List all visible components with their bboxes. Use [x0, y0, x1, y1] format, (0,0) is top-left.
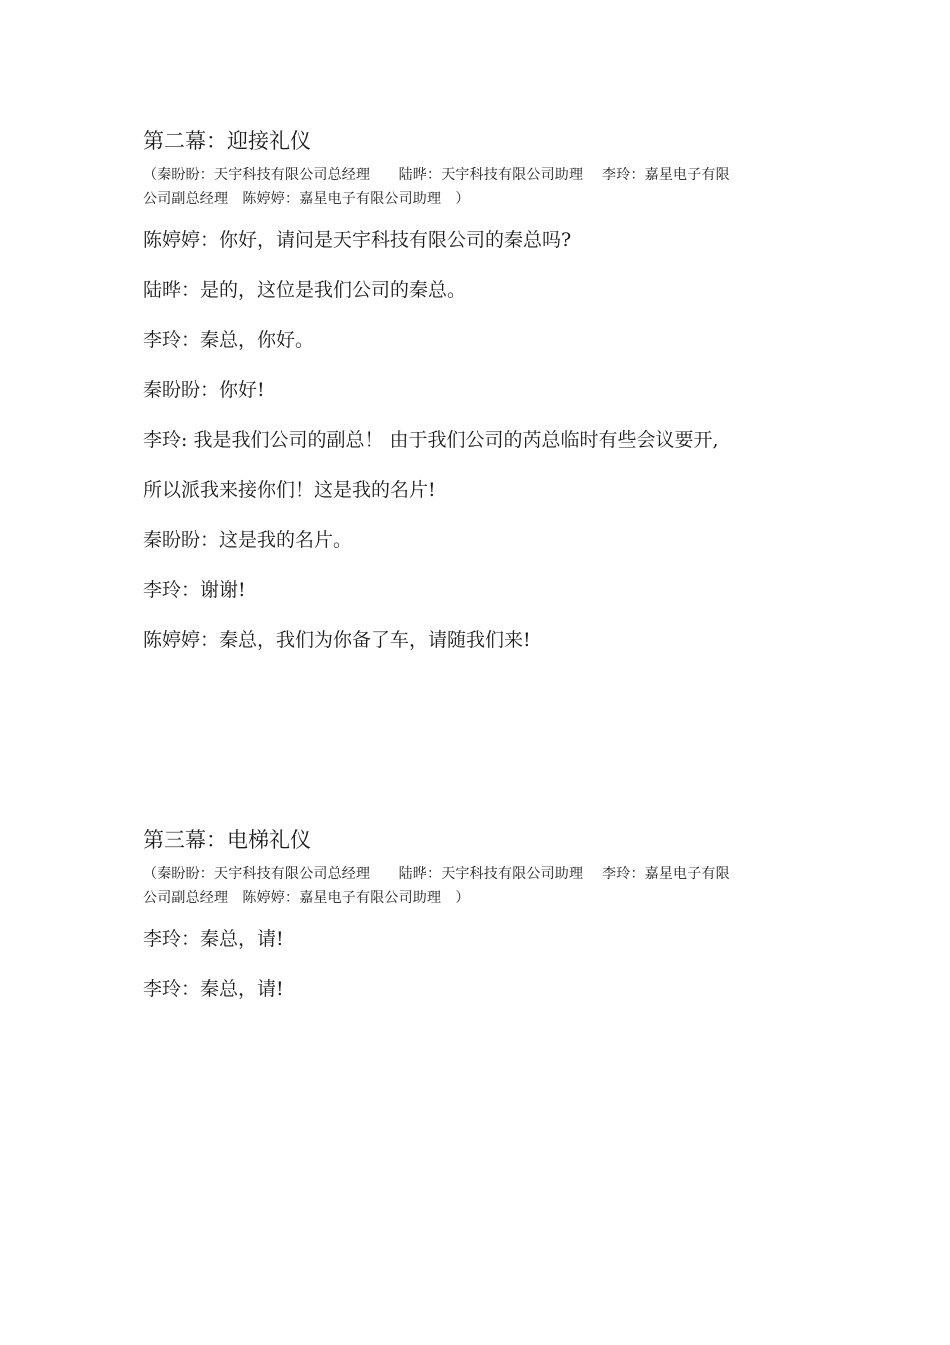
cast-line: （秦盼盼：天宇科技有限公司总经理 陆晔：天宇科技有限公司助理 李玲：嘉星电子有限 [143, 167, 730, 183]
cast-list [143, 163, 813, 211]
dialogue-line: 李玲：秦总，你好。 [143, 329, 315, 351]
dialogue [143, 914, 813, 1014]
dialogue-line: 陆晔：是的，这位是我们公司的秦总。 [143, 279, 467, 301]
scene-title: 第三幕：电梯礼仪 [143, 828, 311, 852]
scene-3 [143, 826, 813, 1014]
scene-title: 第二幕：迎接礼仪 [143, 129, 311, 153]
dialogue-line: 李玲: 我是我们公司的副总！ 由于我们公司的芮总临时有些会议要开, [143, 429, 719, 451]
cast-line: （秦盼盼：天宇科技有限公司总经理 陆晔：天宇科技有限公司助理 李玲：嘉星电子有限 [143, 866, 730, 882]
cast-list [143, 862, 813, 910]
dialogue-line: 秦盼盼：你好! [143, 379, 265, 401]
cast-line: 公司副总经理 陈婷婷：嘉星电子有限公司助理 ） [143, 191, 470, 207]
dialogue-line: 李玲：谢谢! [143, 579, 246, 601]
dialogue-line: 李玲：秦总，请! [143, 978, 284, 1000]
dialogue-line: 陈婷婷：你好，请问是天宇科技有限公司的秦总吗? [143, 229, 572, 251]
scene-2 [143, 127, 813, 665]
dialogue-line: 秦盼盼：这是我的名片。 [143, 529, 353, 551]
dialogue [143, 215, 813, 665]
cast-line: 公司副总经理 陈婷婷：嘉星电子有限公司助理 ） [143, 890, 470, 906]
dialogue-line: 李玲：秦总，请! [143, 928, 284, 950]
dialogue-line: 所以派我来接你们！这是我的名片! [143, 479, 436, 501]
dialogue-line: 陈婷婷：秦总，我们为你备了车，请随我们来! [143, 629, 531, 651]
